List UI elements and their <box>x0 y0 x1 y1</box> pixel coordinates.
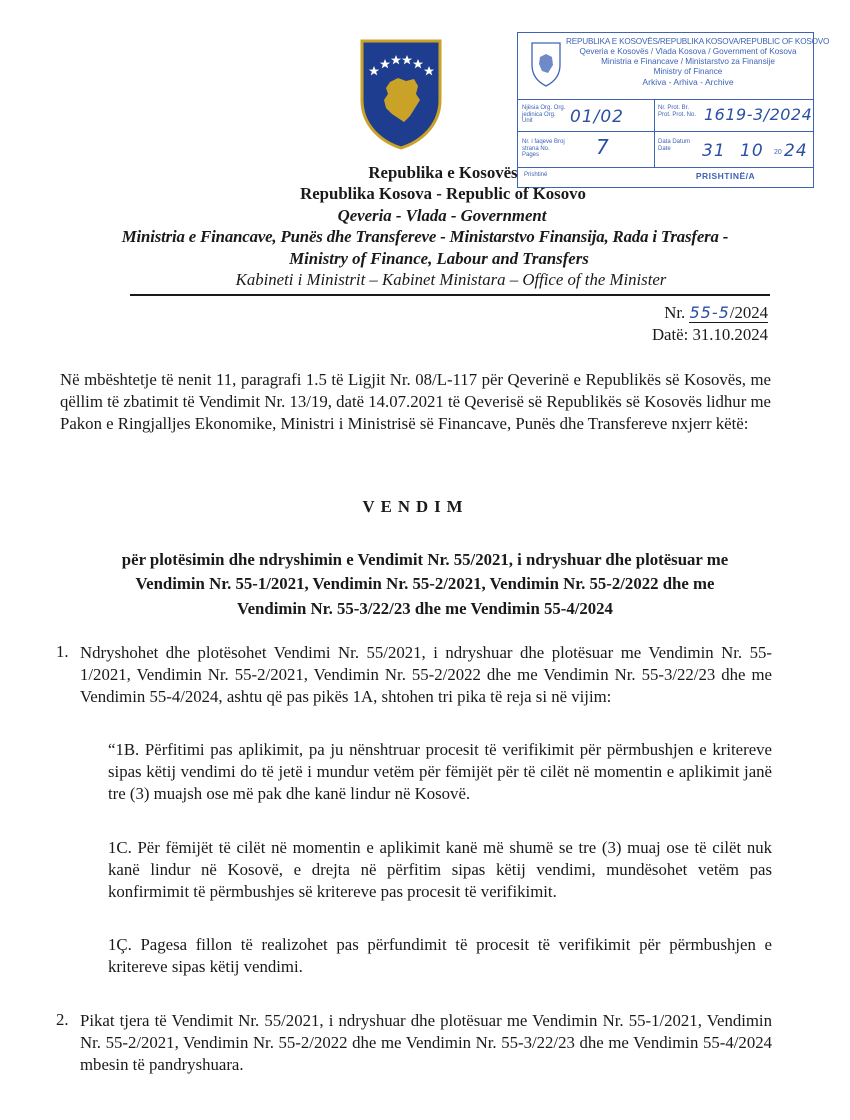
stamp-divider <box>654 99 655 167</box>
stamp-line-4: Ministry of Finance <box>653 67 723 76</box>
decision-title: VENDIM <box>362 497 469 516</box>
point-1b-text: “1B. Përfitimi pas aplikimit, pa ju nënshtruar procesit të verifikimit për përmbushjen e kritereve sipas këtij vendimi do të jetë i mundur vetëm për fëmijët për të cilët në momentin e aplikimit janë tre (3) muajsh ose më pak dhe kanë lindur në Kosovë. <box>108 740 772 803</box>
document-date: Datë: 31.10.2024 <box>651 325 768 344</box>
kosovo-coat-of-arms-emblem <box>360 38 442 150</box>
item-2-number: 2. <box>56 1010 69 1029</box>
header-office: Kabineti i Ministrit – Kabinet Ministara – Office of the Minister <box>235 270 667 290</box>
stamp-org-value: 01/02 <box>570 107 624 127</box>
stamp-footer-left: Prishtinë <box>524 172 548 178</box>
stamp-seal-icon <box>526 39 566 89</box>
reference-number-label: Nr. <box>664 303 686 322</box>
stamp-line-2: Qeveria e Kosovës / Vlada Kosova / Government of Kosova <box>579 47 797 56</box>
stamp-date-year-prefix: 20 <box>774 149 782 156</box>
stamp-pages-value: 7 <box>596 135 610 159</box>
reference-number-field: 55-5/2024 <box>689 303 768 322</box>
stamp-date-month: 10 <box>740 141 764 161</box>
stamp-org-label: Njësia Org. Org. jedinica Org. Unit <box>522 105 566 124</box>
stamp-line-1: REPUBLIKA E KOSOVËS/REPUBLIKA KOSOVA/REPUBLIC OF KOSOVO <box>566 37 830 46</box>
header-republic-multilingual: Republika Kosova - Republic of Kosovo <box>300 184 586 204</box>
point-1c-text: 1C. Për fëmijët të cilët në momentin e aplikimit kanë më shumë se tre (3) muaj ose të cilët nuk kanë lindur në Kosovë, e drejta në përfitim sipas këtij vendimi, mundësohet vetëm pas konfirmimit të përmbushjes së kritereve pas procesit të verifikimit. <box>108 838 772 901</box>
legal-basis-paragraph: Në mbështetje të nenit 11, paragrafi 1.5 të Ligjit Nr. 08/L-117 për Qeverinë e Republikës së Kosovës, me qëllim të zbatimit të Vendimit Nr. 13/19, datë 14.07.2021 të Qeverisë së Republikës së Kosovës lidhur me Pakon e Ringjalljes Ekonomike, Ministri i Ministrisë së Financave, Punës dhe Transfereve nxjerr këtë: <box>60 370 771 433</box>
document-reference <box>560 302 768 346</box>
item-1-text: Ndryshohet dhe plotësohet Vendimi Nr. 55/2021, i ndryshuar dhe plotësuar me Vendimin Nr. 55-1/2021, Vendimin Nr. 55-2/2021, Vendimin Nr. 55-2/2022 dhe me Vendimin Nr. 55-3/22/23 dhe me Vendimin 55-4/2024, ashtu që pas pikës 1A, shtohen tri pika të reja si në vijim: <box>80 643 772 706</box>
stamp-date-label: Data Datum Date <box>658 139 691 152</box>
header-divider <box>130 294 770 296</box>
stamp-divider <box>518 131 813 132</box>
reference-number <box>560 302 768 324</box>
stamp-line-5: Arkiva - Arhiva - Archive <box>642 77 734 87</box>
point-1cc-text: 1Ç. Pagesa fillon të realizohet pas përfundimit të procesit të verifikimit për përmbushjen e kritereve sipas këtij vendimi. <box>108 935 772 976</box>
header-ministry: Ministria e Financave, Punës dhe Transfereve - Ministarstvo Finansija, Rada i Trasfera - <box>121 227 729 247</box>
item-1-number: 1. <box>56 642 69 661</box>
stamp-line-3: Ministria e Financave / Ministarstvo za Finansije <box>601 57 775 66</box>
stamp-date-day: 31 <box>702 141 726 161</box>
subtitle-line-1: për plotësimin dhe ndryshimin e Vendimit Nr. 55/2021, i ndryshuar dhe plotësuar me <box>121 550 729 569</box>
stamp-prot-label: Nr. Prot. Br. Prot. Prot. No. <box>658 105 697 118</box>
institution-header <box>60 162 790 290</box>
header-republic-sq: Republika e Kosovës <box>368 163 518 182</box>
stamp-pages-label: Nr. i faqeve Broj strana No. Pages <box>522 139 565 158</box>
header-ministry-en: Ministry of Finance, Labour and Transfers <box>289 248 589 268</box>
stamp-header <box>566 37 830 87</box>
header-government: Qeveria - Vlada - Government <box>337 205 547 225</box>
stamp-footer-right: PRISHTINË/A <box>695 171 756 181</box>
subtitle-line-2: Vendimin Nr. 55-1/2021, Vendimin Nr. 55-2/2021, Vendimin Nr. 55-2/2022 dhe me <box>135 574 715 594</box>
stamp-date-year: 24 <box>784 141 808 161</box>
decision-subtitle <box>60 548 790 621</box>
item-2-text: Pikat tjera të Vendimit Nr. 55/2021, i ndryshuar dhe plotësuar me Vendimin Nr. 55-1/2021, Vendimin Nr. 55-2/2021, Vendimin Nr. 55-2/2022 dhe me Vendimin Nr. 55-3/22/23 dhe me Vendimin 55-4/2024 mbesin të pandryshuara. <box>80 1011 772 1074</box>
subtitle-line-3: Vendimin Nr. 55-3/22/23 dhe me Vendimin 55-4/2024 <box>237 598 613 618</box>
reference-number-year: 2024 <box>734 303 768 322</box>
stamp-divider <box>518 99 813 100</box>
stamp-prot-value: 1619-3/2024 <box>704 105 813 124</box>
reference-number-handwritten: 55-5 <box>689 303 730 322</box>
